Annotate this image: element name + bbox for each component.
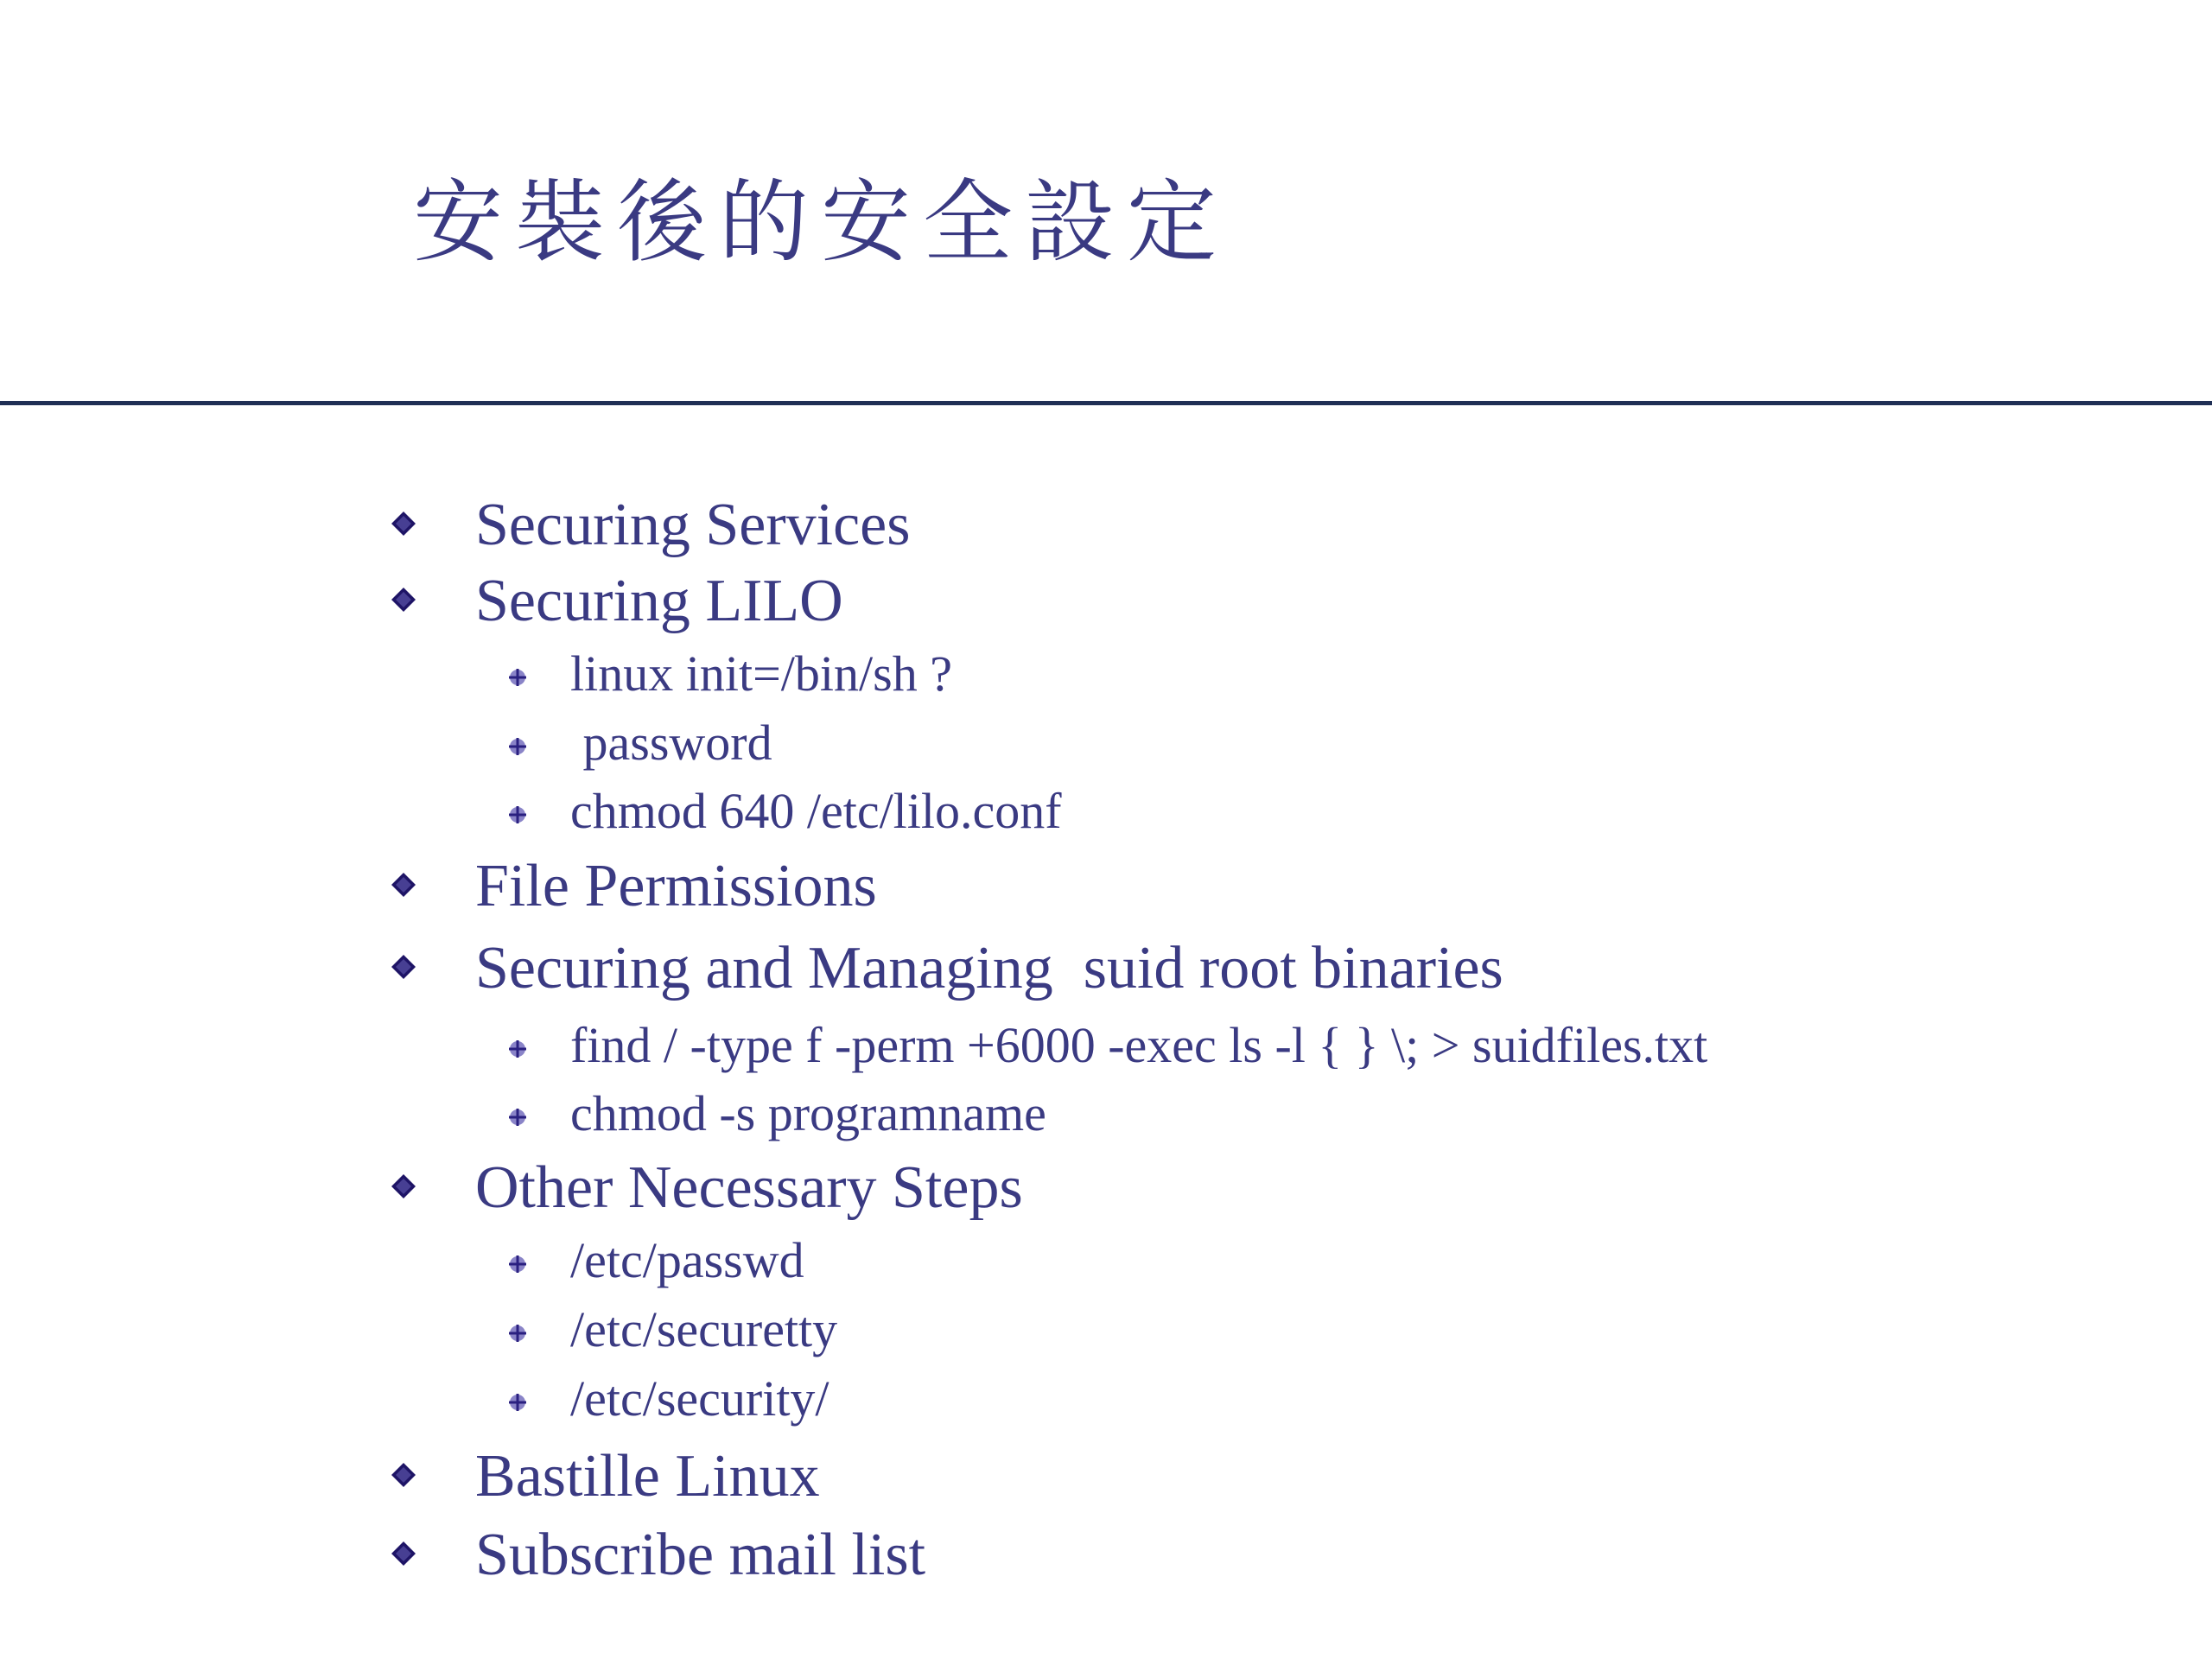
sub-bullet-text: chmod 640 /etc/lilo.conf bbox=[570, 783, 1062, 839]
bullet-text: Other Necessary Steps bbox=[475, 1154, 1023, 1221]
diamond-bullet-icon bbox=[391, 1462, 416, 1488]
bullet-text: File Permissions bbox=[475, 853, 877, 919]
sub-bullet-text: /etc/securetty bbox=[570, 1301, 838, 1357]
diamond-bullet-icon bbox=[391, 1541, 416, 1567]
diamond-bullet-icon bbox=[391, 511, 416, 537]
bullet-text: Securing Services bbox=[475, 492, 911, 558]
diamond-bullet-icon bbox=[391, 1173, 416, 1199]
crosshair-bullet-icon bbox=[508, 1324, 527, 1343]
crosshair-bullet-icon bbox=[508, 1108, 527, 1127]
crosshair-bullet-icon bbox=[508, 805, 527, 824]
sub-bullet-text: find / -type f -perm +6000 -exec ls -l { } \; > suidfiles.txt bbox=[570, 1017, 1708, 1073]
crosshair-bullet-icon bbox=[508, 1393, 527, 1412]
title-divider bbox=[0, 401, 2212, 405]
bullet-text: Securing and Managing suid root binaries bbox=[475, 935, 1503, 1001]
sub-bullet-text: /etc/passwd bbox=[570, 1232, 804, 1288]
bullet-text: Bastille Linux bbox=[475, 1443, 820, 1510]
diamond-bullet-icon bbox=[391, 872, 416, 898]
sub-bullet-text: chmod -s programname bbox=[570, 1085, 1046, 1141]
diamond-bullet-icon bbox=[391, 587, 416, 613]
crosshair-bullet-icon bbox=[508, 668, 527, 687]
sub-bullet-text: /etc/security/ bbox=[570, 1370, 830, 1427]
bullet-text: Subscribe mail list bbox=[475, 1522, 926, 1588]
crosshair-bullet-icon bbox=[508, 1039, 527, 1058]
slide-title: 安裝後的安全設定 bbox=[413, 169, 1230, 275]
sub-bullet-text: linux init=/bin/sh ? bbox=[570, 645, 952, 702]
sub-bullet-text: password bbox=[570, 715, 772, 771]
diamond-bullet-icon bbox=[391, 954, 416, 980]
crosshair-bullet-icon bbox=[508, 1255, 527, 1274]
crosshair-bullet-icon bbox=[508, 737, 527, 756]
bullet-text: Securing LILO bbox=[475, 568, 843, 634]
